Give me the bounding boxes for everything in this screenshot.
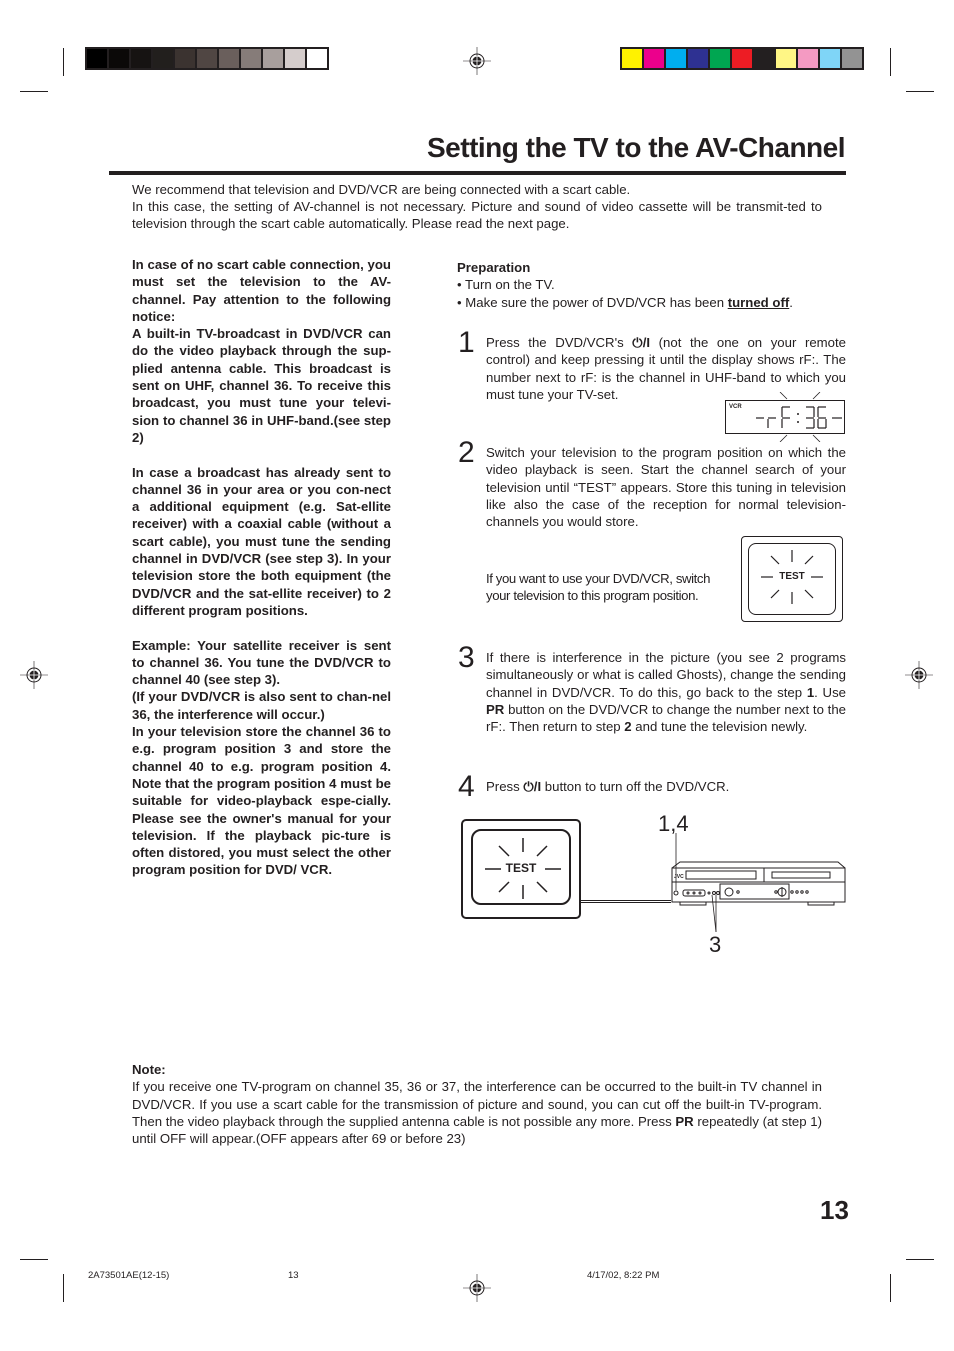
color-swatch bbox=[798, 49, 818, 68]
color-swatch bbox=[842, 49, 862, 68]
tv-illustration bbox=[741, 536, 843, 622]
step-2 bbox=[458, 436, 848, 530]
note-heading: Note: bbox=[132, 1062, 166, 1077]
step-text-a: Press the DVD/VCR's bbox=[486, 335, 633, 350]
notice-para-3: In case a broadcast has already sent to channel 36 in your area or you con-nect a additional equipment (e.g. Sat-ellite receiver) with a coaxial cable (without a scart cable), you must tune the sending channel in DVD/VCR (see step 3). In your television store the both equipment (the DVD/VCR and the sat-ellite receiver) to 2 different program positions. bbox=[132, 464, 391, 618]
step-text bbox=[486, 778, 848, 795]
intro-line-1: We recommend that television and DVD/VCR are being connected with a scart cable. bbox=[132, 182, 631, 197]
color-swatch bbox=[175, 49, 195, 68]
vcr-display-label: VCR bbox=[729, 404, 742, 410]
registration-mark-icon bbox=[463, 1274, 491, 1302]
color-swatch bbox=[219, 49, 239, 68]
step-text-a: Press bbox=[486, 779, 524, 794]
crop-mark bbox=[20, 1259, 48, 1260]
note-text-b: repeatedly (at step 1) until OFF will appear.(OFF appears after 69 or before 23) bbox=[132, 1113, 822, 1147]
footer-page: 13 bbox=[288, 1270, 299, 1281]
notice-para-2: A built-in TV-broadcast in DVD/VCR can do the video playback through the sup-plied antenna cable. This broadcast is sent on UHF, channel 36. To receive this broadcast, you must tune your televi-sion to channel 36 in UHF-band.(see step 2) bbox=[132, 326, 391, 445]
step-2-hint: If you want to use your DVD/VCR, switch your television to this program position. bbox=[486, 571, 711, 604]
crop-mark bbox=[890, 48, 891, 76]
step-number: 3 bbox=[458, 641, 475, 674]
step-number: 1 bbox=[458, 326, 475, 359]
diagram-tv-label: TEST bbox=[505, 861, 537, 875]
step-text-b: button to turn off the DVD/VCR. bbox=[541, 779, 730, 794]
step-text-d: and tune the television newly. bbox=[631, 719, 808, 735]
color-swatch bbox=[131, 49, 151, 68]
color-swatch bbox=[688, 49, 708, 68]
step-3 bbox=[458, 641, 848, 735]
example-para: Example: Your satellite receiver is sent to channel 36. You tune the DVD/VCR to channel 40 (see step 3). bbox=[132, 637, 391, 688]
step-ref-1: 1 bbox=[806, 684, 815, 700]
cmyk-color-bar bbox=[620, 47, 864, 70]
blink-indicator-icon bbox=[775, 392, 835, 442]
color-swatch bbox=[241, 49, 261, 68]
color-swatch bbox=[109, 49, 129, 68]
diagram-tv bbox=[461, 819, 581, 919]
note-text-a: If you receive one TV-program on channel 35, 36 or 37, the interference can be occurred to the built-in TV channel in DVD/VCR. If you use a scart cable for the transmission of picture and sound, you can cut off the built-in TV-program. Then the video playback through the supplied antenna cable is not possible any more. Press bbox=[132, 1079, 822, 1129]
registration-mark-icon bbox=[905, 661, 933, 689]
preparation-item-2-text: • Make sure the power of DVD/VCR has been bbox=[457, 294, 728, 310]
preparation-item-2 bbox=[457, 294, 847, 311]
color-swatch bbox=[820, 49, 840, 68]
step-text: Switch your television to the program position on which the video playback is seen. Start the channel search of your television until “TEST” appears. Store this tuning in television like also the case of the reception for normal television-channels you would store. bbox=[486, 445, 846, 530]
color-swatch bbox=[732, 49, 752, 68]
page-number: 13 bbox=[820, 1195, 849, 1225]
antenna-cable bbox=[581, 900, 671, 903]
grayscale-color-bar bbox=[85, 47, 329, 70]
interference-para: (If your DVD/VCR is also sent to chan-nel 36, the interference will occur.) bbox=[132, 689, 391, 722]
crop-mark bbox=[906, 1259, 934, 1260]
page-title: Setting the TV to the AV-Channel bbox=[427, 132, 845, 163]
step-4 bbox=[458, 770, 848, 803]
callout-leader-lines bbox=[670, 833, 730, 933]
footer-doc-code: 2A73501AE(12-15) bbox=[88, 1270, 170, 1281]
crop-mark bbox=[63, 1274, 64, 1302]
turned-off-emphasis: turned off bbox=[727, 294, 790, 310]
power-button-icon: ⏻/I bbox=[523, 779, 542, 794]
preparation-heading: Preparation bbox=[457, 260, 531, 275]
registration-mark-icon bbox=[463, 47, 491, 75]
crop-mark bbox=[906, 91, 934, 92]
left-column-notice bbox=[132, 256, 391, 879]
step-ref-2: 2 bbox=[624, 719, 632, 735]
title-rule bbox=[109, 171, 846, 175]
intro-text bbox=[132, 181, 822, 233]
step-text-c: button on the DVD/VCR to change the number next to the rF:. Then return to step bbox=[486, 701, 846, 735]
crop-mark bbox=[20, 91, 48, 92]
color-swatch bbox=[754, 49, 774, 68]
store-channel-para: In your television store the channel 36 to e.g. program position 3 and store the channel 40 to e.g. program position 4. Note that the program position 4 must be suitable for video-playback espe-cially. Please see the owner's manual for your television. If the playback pic-ture is often distored, you must select the other program position for DVD/ VCR. bbox=[132, 724, 391, 878]
crop-mark bbox=[890, 1274, 891, 1302]
color-swatch bbox=[307, 49, 327, 68]
preparation-item-2-suffix: . bbox=[789, 294, 793, 310]
notice-para-1: In case of no scart cable connection, you must set the television to the AV-channel. Pay attention to the following notice: bbox=[132, 257, 391, 324]
tv-screen bbox=[748, 543, 836, 615]
registration-mark-icon bbox=[20, 661, 48, 689]
note-body bbox=[132, 1078, 822, 1147]
callout-step-3: 3 bbox=[709, 932, 722, 957]
intro-line-2: In this case, the setting of AV-channel is not necessary. Picture and sound of video cassette will be transmit-ted to television through the scart cable automatically. Please read the next page. bbox=[132, 199, 822, 232]
color-swatch bbox=[644, 49, 664, 68]
color-swatch bbox=[87, 49, 107, 68]
color-swatch bbox=[776, 49, 796, 68]
step-text-b: (not the one on your remote control) and keep pressing it until the display shows rF:. The number next to rF: is the channel in UHF-band to which you must tune your TV-set. bbox=[486, 335, 846, 402]
pr-button-label: PR bbox=[675, 1113, 694, 1129]
diagram-tv-screen bbox=[471, 829, 571, 905]
color-swatch bbox=[710, 49, 730, 68]
step-text-b: . Use bbox=[814, 684, 846, 700]
note-section bbox=[132, 1061, 822, 1147]
color-swatch bbox=[666, 49, 686, 68]
crop-mark bbox=[63, 48, 64, 76]
callout-steps-1-4: 1,4 bbox=[658, 811, 689, 836]
svg-text:JVC: JVC bbox=[674, 874, 684, 880]
preparation-section bbox=[457, 259, 847, 311]
color-swatch bbox=[197, 49, 217, 68]
tv-screen-label: TEST bbox=[779, 571, 805, 582]
step-number: 2 bbox=[458, 436, 475, 469]
pr-button-label: PR bbox=[486, 701, 505, 717]
color-swatch bbox=[622, 49, 642, 68]
color-swatch bbox=[153, 49, 173, 68]
power-button-icon: ⏻/I bbox=[632, 335, 651, 350]
preparation-item-1: • Turn on the TV. bbox=[457, 277, 555, 293]
step-text bbox=[486, 649, 846, 735]
color-swatch bbox=[285, 49, 305, 68]
step-text-a: If there is interference in the picture (you see 2 programs simultaneously or what is called Ghosts), change the sending channel in DVD/VCR. To do this, go back to the step bbox=[486, 650, 846, 700]
footer-timestamp: 4/17/02, 8:22 PM bbox=[587, 1270, 660, 1281]
color-swatch bbox=[263, 49, 283, 68]
step-number: 4 bbox=[458, 770, 475, 803]
